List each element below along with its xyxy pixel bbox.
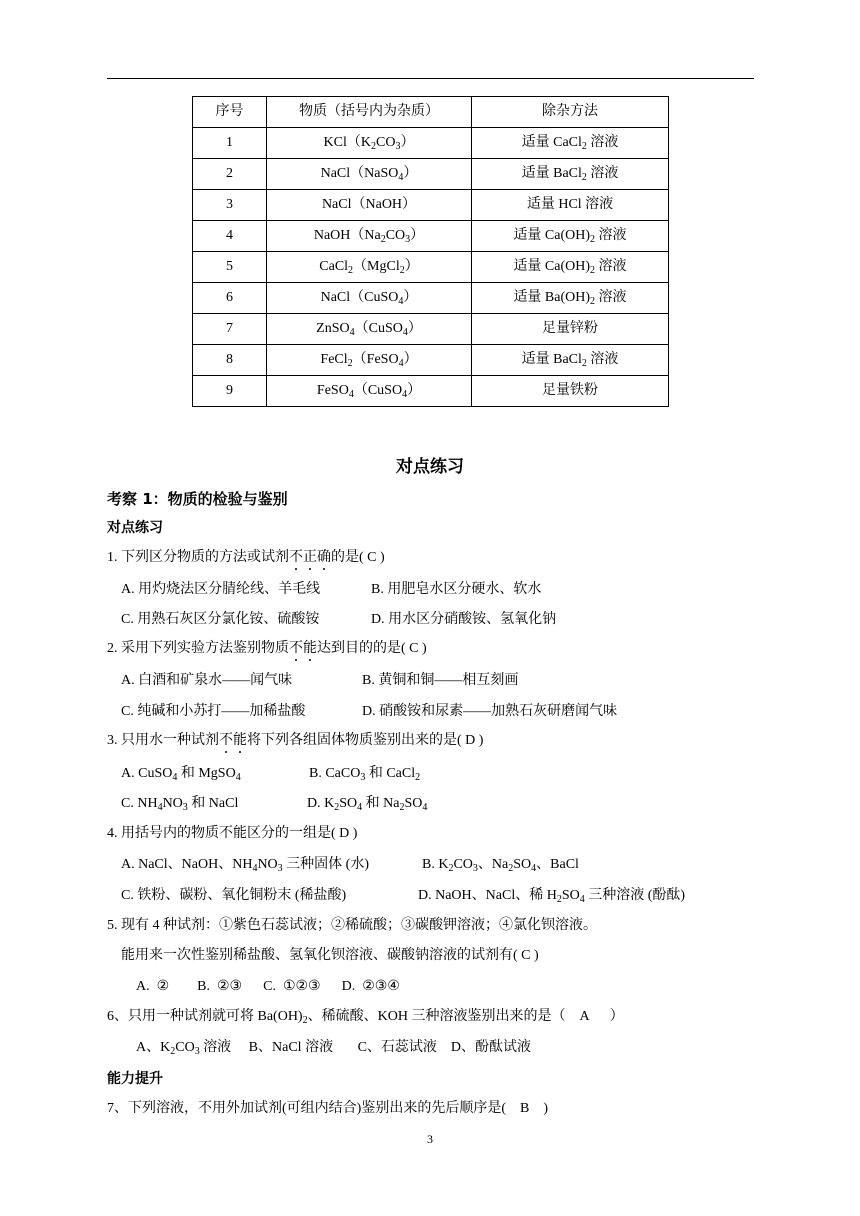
question-2-option-d: D. 硝酸铵和尿素——加熟石灰研磨闻气味 xyxy=(362,704,618,719)
question-1-option-a: A. 用灼烧法区分腈纶线、羊毛线 xyxy=(121,582,321,597)
table-cell-method: 适量 $Ca(OH)_2$ 溶液 xyxy=(472,221,669,252)
table-row xyxy=(193,376,669,407)
question-text: 将下列各组固体物质鉴别出来的是( D ) xyxy=(247,733,484,748)
question-text: 1. 下列区分物质的方法或试剂 xyxy=(107,550,289,565)
table-row xyxy=(193,314,669,345)
topic-heading: 考察 1：物质的检验与鉴别 xyxy=(107,490,288,508)
table-cell-number: 2 xyxy=(193,159,267,190)
question-text: 3. 只用水一种试剂 xyxy=(107,733,219,748)
table-cell-number: 4 xyxy=(193,221,267,252)
table-cell-substance: NaCl（NaOH） xyxy=(267,190,472,221)
table-cell-method: 适量 CaCl$_2$ 溶液 xyxy=(472,128,669,159)
table-cell-method: 适量 $Ca(OH)_2$ 溶液 xyxy=(472,252,669,283)
question-3-option-b: B. CaCO$_3$ 和 CaCl$_2$ xyxy=(309,766,421,783)
question-4-option-c: C. 铁粉、碳粉、氧化铜粉末 (稀盐酸) xyxy=(121,888,347,903)
emphasis-dot-char: 确 xyxy=(317,550,331,565)
emphasis-dot-char: 正 xyxy=(303,550,317,565)
table-body xyxy=(193,128,669,407)
question-5-stem: 5. 现有 4 种试剂：①紫色石蕊试液；②稀硫酸；③碳酸钾溶液；④氯化钡溶液。 xyxy=(107,918,597,933)
table-header-cell: 序号 xyxy=(193,97,267,128)
table-cell-number: 1 xyxy=(193,128,267,159)
emphasis-dot-char: 不 xyxy=(289,550,303,565)
question-1-option-b: B. 用肥皂水区分硬水、软水 xyxy=(371,582,542,597)
purification-table xyxy=(192,96,669,407)
page-number: 3 xyxy=(427,1132,433,1146)
table-cell-substance: NaCl（NaSO$_4$） xyxy=(267,159,472,190)
table-cell-number: 8 xyxy=(193,345,267,376)
table-cell-substance: FeSO$_4$（CuSO$_4$） xyxy=(267,376,472,407)
question-2-stem xyxy=(107,640,427,658)
question-3-stem xyxy=(107,732,483,750)
section-title: 对点练习 xyxy=(396,457,464,477)
question-2-option-c: C. 纯碱和小苏打——加稀盐酸 xyxy=(121,704,306,719)
table-cell-number: 6 xyxy=(193,283,267,314)
question-6-stem: 6、只用一种试剂就可将 $Ba(OH)_2$、稀硫酸、KOH 三种溶液鉴别出来的是（ A ） xyxy=(107,1009,624,1026)
sub-heading-practice: 对点练习 xyxy=(107,520,163,536)
table-row xyxy=(193,221,669,252)
table-cell-method: 适量 BaCl$_2$ 溶液 xyxy=(472,345,669,376)
table-cell-method: 适量 BaCl$_2$ 溶液 xyxy=(472,159,669,190)
question-2-option-b: B. 黄铜和铜——相互刻画 xyxy=(362,673,519,688)
table-cell-method: 足量铁粉 xyxy=(472,376,669,407)
question-7-stem: 7、下列溶液，不用外加试剂(可组内结合)鉴别出来的先后顺序是( B ) xyxy=(107,1101,548,1116)
question-1-option-d: D. 用水区分硝酸铵、氢氧化钠 xyxy=(371,612,557,627)
question-3-option-d: D. $K_2SO_4$ 和 $Na_2SO_4$ xyxy=(307,796,428,813)
emphasis-dot-char: 能 xyxy=(233,733,247,748)
question-3-option-c: C. $NH_4NO_3$ 和 NaCl xyxy=(121,796,239,813)
table-row xyxy=(193,159,669,190)
question-5-options: A. ② B. ②③ C. ①②③ D. ②③④ xyxy=(136,979,400,994)
table-header-cell: 物质（括号内为杂质） xyxy=(267,97,472,128)
table-cell-method: 适量 HCl 溶液 xyxy=(472,190,669,221)
question-5-stem-continued: 能用来一次性鉴别稀盐酸、氢氧化钡溶液、碳酸钠溶液的试剂有( C ) xyxy=(121,948,539,963)
table-cell-number: 7 xyxy=(193,314,267,345)
header-rule xyxy=(107,78,754,79)
table-cell-substance: ZnSO$_4$（CuSO$_4$） xyxy=(267,314,472,345)
question-4-option-a: A. NaCl、NaOH、$NH_4NO_3$ 三种固体 (水) xyxy=(121,857,369,874)
question-3-option-a: A. CuSO$_4$ 和 MgSO$_4$ xyxy=(121,766,241,783)
emphasis-dot-char: 不 xyxy=(289,641,303,656)
table-cell-number: 5 xyxy=(193,252,267,283)
table-cell-substance: $NaOH(Na_2CO_3)$ xyxy=(267,221,472,252)
question-6-options: A、$K_2CO_3$ 溶液 B、NaCl 溶液 C、石蕊试液 D、酚酞试液 xyxy=(136,1040,532,1057)
sub-heading-advanced: 能力提升 xyxy=(107,1071,163,1087)
question-text: 达到目的的是( C ) xyxy=(317,641,427,656)
table-cell-substance: FeCl$_2$（FeSO$_4$） xyxy=(267,345,472,376)
table-header-row xyxy=(193,97,669,128)
question-1-option-c: C. 用熟石灰区分氯化铵、硫酸铵 xyxy=(121,612,320,627)
table-row xyxy=(193,283,669,314)
table-cell-number: 3 xyxy=(193,190,267,221)
table-cell-method: 适量 $Ba(OH)_2$ 溶液 xyxy=(472,283,669,314)
table-row xyxy=(193,190,669,221)
emphasis-dot-char: 能 xyxy=(303,641,317,656)
question-text: 2. 采用下列实验方法鉴别物质 xyxy=(107,641,289,656)
table-cell-number: 9 xyxy=(193,376,267,407)
question-1-stem xyxy=(107,549,385,567)
table-header-cell: 除杂方法 xyxy=(472,97,669,128)
question-4-option-d: D. NaOH、NaCl、稀 $H_2SO_4$ 三种溶液 (酚酞) xyxy=(418,888,686,905)
question-4-stem: 4. 用括号内的物质不能区分的一组是( D ) xyxy=(107,826,358,841)
table-row xyxy=(193,128,669,159)
question-text: 的是( C ) xyxy=(331,550,385,565)
question-4-option-b: B. $K_2CO_3$、$Na_2SO_4$、BaCl xyxy=(422,857,579,874)
table-cell-substance: NaCl（CuSO$_4$） xyxy=(267,283,472,314)
question-2-option-a: A. 白酒和矿泉水——闻气味 xyxy=(121,673,293,688)
table-cell-method: 足量锌粉 xyxy=(472,314,669,345)
emphasis-dot-char: 不 xyxy=(219,733,233,748)
table-row xyxy=(193,345,669,376)
table-cell-substance: CaCl$_2$（MgCl$_2$） xyxy=(267,252,472,283)
table-cell-substance: $KCl(K_2CO_3)$ xyxy=(267,128,472,159)
table-row xyxy=(193,252,669,283)
